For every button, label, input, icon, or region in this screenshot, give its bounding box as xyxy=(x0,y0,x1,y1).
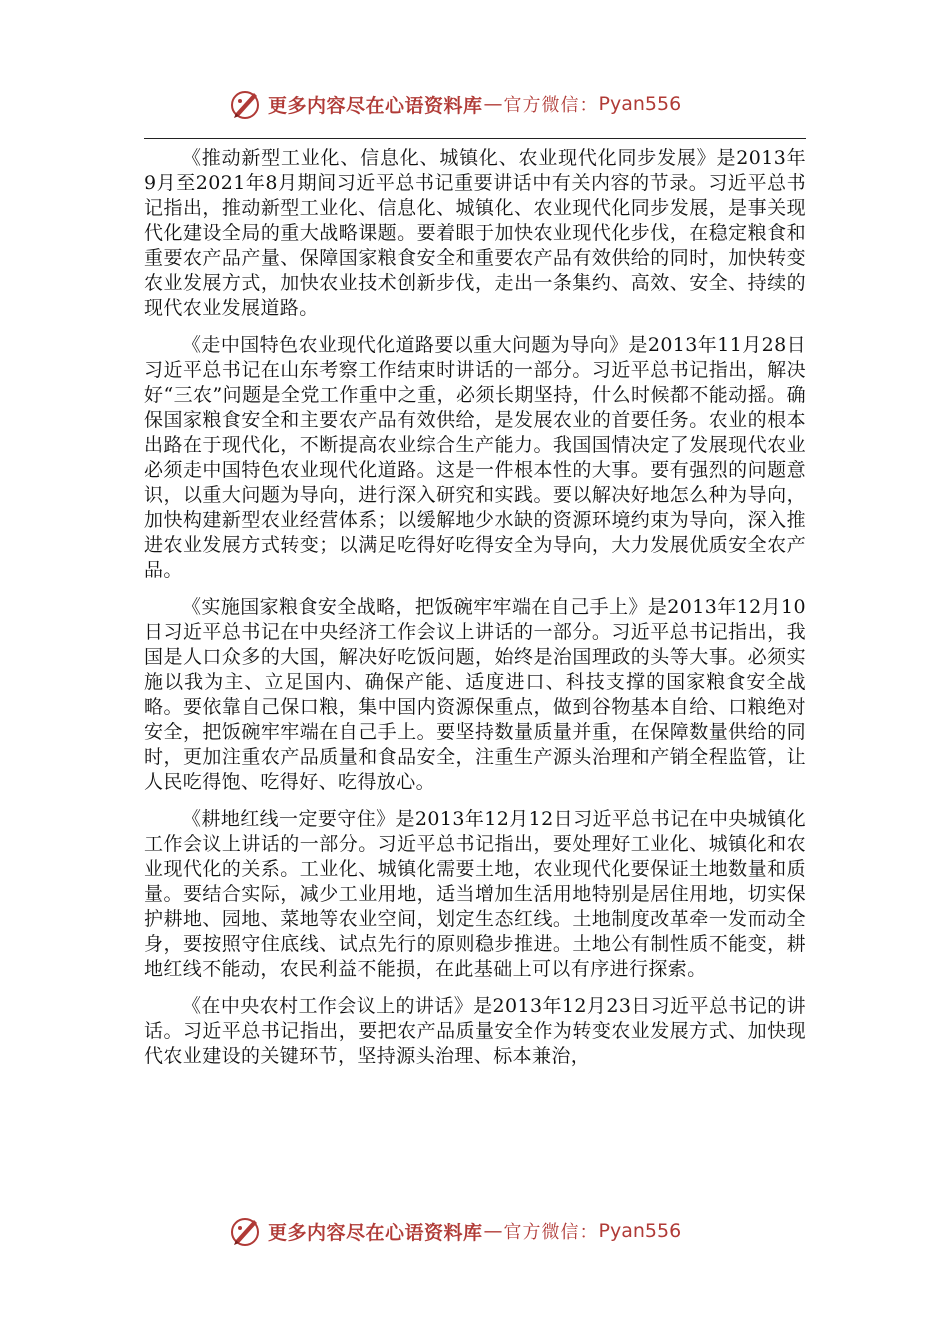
header-banner xyxy=(228,84,681,124)
footer-banner xyxy=(228,1211,681,1251)
paragraph-5: 《在中央农村工作会议上的讲话》是2013年12月23日习近平总书记的讲话。习近平总书记指出，要把农产品质量安全作为转变农业发展方式、加快现代农业建设的关键环节，坚持源头治理、标本兼治， xyxy=(144,995,806,1067)
paragraph-4: 《耕地红线一定要守住》是2013年12月12日习近平总书记在中央城镇化工作会议上讲话的一部分。习近平总书记指出，要处理好工业化、城镇化和农业现代化的关系。工业化、城镇化需要土地，农业现代化要保证土地数量和质量。要结合实际，减少工业用地，适当增加生活用地特别是居住用地，切实保护耕地、园地、菜地等农业空间，划定生态红线。土地制度改革牵一发而动全身，要按照守住底线、试点先行的原则稳步推进。土地公有制性质不能变，耕地红线不能动，农民利益不能损，在此基础上可以有序进行探索。 xyxy=(144,808,806,980)
banner-sub-text: 官方微信： xyxy=(503,1222,599,1243)
banner-dash: — xyxy=(483,93,503,115)
paragraph-2: 《走中国特色农业现代化道路要以重大问题为导向》是2013年11月28日习近平总书记在山东考察工作结束时讲话的一部分。习近平总书记指出，解决好“三农”问题是全党工作重中之重，必须长期坚持，什么时候都不能动摇。确保国家粮食安全和主要农产品有效供给，是发展农业的首要任务。农业的根本出路在于现代化，不断提高农业综合生产能力。我国国情决定了发展现代农业必须走中国特色农业现代化道路。这是一件根本性的大事。要有强烈的问题意识，以重大问题为导向，进行深入研究和实践。要以解决好地怎么种为导向，加快构建新型农业经营体系；以缓解地少水缺的资源环境约束为导向，深入推进农业发展方式转变；以满足吃得好吃得安全为导向，大力发展优质安全农产品。 xyxy=(144,334,806,581)
paragraph-3: 《实施国家粮食安全战略，把饭碗牢牢端在自己手上》是2013年12月10日习近平总书记在中央经济工作会议上讲话的一部分。习近平总书记指出，我国是人口众多的大国，解决好吃饭问题，始终是治国理政的头等大事。必须实施以我为主、立足国内、确保产能、适度进口、科技支撑的国家粮食安全战略。要依靠自己保口粮，集中国内资源保重点，做到谷物基本自给、口粮绝对安全，把饭碗牢牢端在自己手上。要坚持数量质量并重，在保障数量供给的同时，更加注重农产品质量和食品安全，注重生产源头治理和产销全程监管，让人民吃得饱、吃得好、吃得放心。 xyxy=(144,596,806,793)
banner-sub-text: 官方微信： xyxy=(503,95,599,116)
pen-logo-icon xyxy=(228,1213,264,1249)
paragraph-1: 《推动新型工业化、信息化、城镇化、农业现代化同步发展》是2013年9月至2021年8月期间习近平总书记重要讲话中有关内容的节录。习近平总书记指出，推动新型工业化、信息化、城镇化、农业现代化同步发展，是事关现代化建设全局的重大战略课题。要着眼于加快农业现代化步伐，在稳定粮食和重要农产品产量、保障国家粮食安全和重要农产品有效供给的同时，加快转变农业发展方式，加快农业技术创新步伐，走出一条集约、高效、安全、持续的现代农业发展道路。 xyxy=(144,147,806,319)
banner-main-text: 更多内容尽在心语资料库 xyxy=(268,1221,483,1244)
pen-logo-icon xyxy=(228,86,264,122)
banner-main-text: 更多内容尽在心语资料库 xyxy=(268,94,483,117)
header-divider xyxy=(144,138,806,139)
banner-dash: — xyxy=(483,1220,503,1242)
banner-wechat-id: Pyan556 xyxy=(598,93,682,115)
banner-wechat-id: Pyan556 xyxy=(598,1220,682,1242)
document-body xyxy=(144,146,806,1081)
